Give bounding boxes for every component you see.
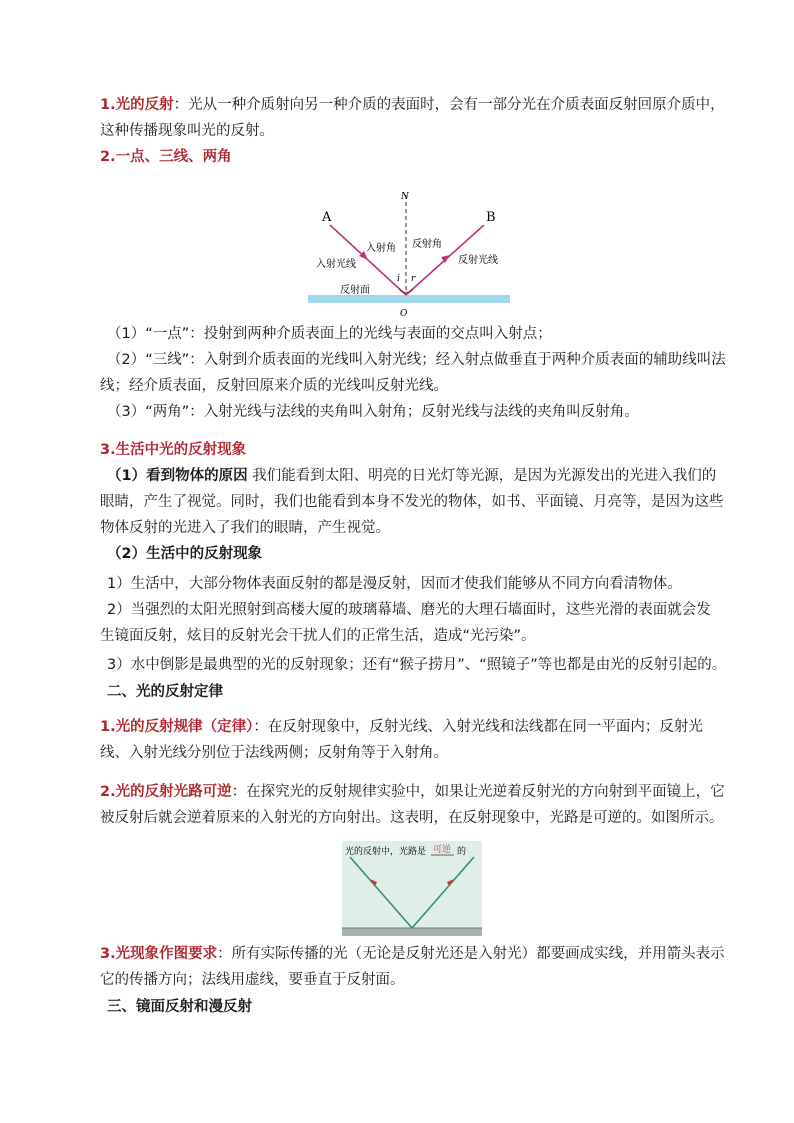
law-label: 1.光的反射规律（定律） bbox=[100, 719, 254, 735]
sub-label: （2）生活中的反射现象 bbox=[107, 546, 263, 562]
term-label: 1.光的反射 bbox=[100, 97, 174, 113]
surface-rect bbox=[308, 295, 510, 303]
label-r: r bbox=[411, 274, 416, 284]
def-one-point: （1）“一点”：投射到两种介质表面上的光线与表面的交点叫入射点； bbox=[107, 326, 552, 342]
label-o: O bbox=[400, 309, 408, 319]
label-a: A bbox=[322, 210, 332, 225]
heading-label: 2.一点、三线、两角 bbox=[100, 149, 232, 165]
label-b: B bbox=[486, 210, 496, 225]
heading-life-phenomena bbox=[107, 541, 732, 567]
list-item-3: 3）水中倒影是最典型的光的反射现象；还有“猴子捞月”、“照镜子”等也都是由光的反射引起的。 bbox=[107, 657, 727, 673]
paragraph-seeing-objects bbox=[100, 463, 725, 541]
def-three-lines: （2）“三线”：入射到介质表面的光线叫入射光线；经入射点做垂直于两种介质表面的辅助线叫法线；经介质表面，反射回原来介质的光线叫反射光线。 bbox=[100, 352, 726, 394]
heading-label: 3.生活中光的反射现象 bbox=[100, 442, 247, 458]
paragraph-reflection-def bbox=[100, 92, 725, 144]
law-text: ：在反射现象中，反射光线、入射光线和法线都在同一平面内；反射光线、入射光线分别位于法线两侧；反射角等于入射角。 bbox=[100, 719, 703, 761]
law-text: ：所有实际传播的光（无论是反射光还是入射光）都要画成实线，并用箭头表示它的传播方向；法线用虚线，要垂直于反射面。 bbox=[100, 946, 725, 988]
label-i: i bbox=[397, 274, 400, 284]
label-incident-angle: 入射角 bbox=[366, 243, 396, 254]
label-reflect-angle: 反射角 bbox=[412, 239, 442, 250]
label-n: N bbox=[401, 192, 409, 202]
list-item-1: 1）生活中，大部分物体表面反射的都是漫反射，因而才使我们能够从不同方向看清物体。 bbox=[107, 576, 682, 592]
caption-c: 的 bbox=[457, 847, 467, 857]
term-text: ：光从一种介质射向另一种介质的表面时，会有一部分光在介质表面反射回原介质中，这种传播现象叫光的反射。 bbox=[100, 97, 725, 139]
paragraph-law-2 bbox=[100, 779, 725, 831]
mirror-base bbox=[342, 928, 482, 936]
caption-b: 可逆 bbox=[433, 845, 452, 855]
law-label: 3.光现象作图要求 bbox=[100, 946, 218, 962]
paragraph-law-1 bbox=[100, 714, 725, 766]
sub-label: （1）看到物体的原因 bbox=[107, 468, 248, 484]
paragraph-law-3 bbox=[100, 941, 725, 993]
sub-text: 我们能看到太阳、明亮的日光灯等光源，是因为光源发出的光进入我们的眼睛，产生了视觉。同时，我们也能看到本身不发光的物体，如书、平面镜、月亮等，是因为这些物体反射的光进入了我们的眼睛，产生视觉。 bbox=[100, 468, 724, 536]
label-incident-ray: 入射光线 bbox=[316, 259, 356, 270]
list-item-2: 2）当强烈的太阳光照射到高楼大厦的玻璃幕墙、磨光的大理石墙面时，这些光滑的表面就会发生镜面反射，炫目的反射光会干扰人们的正常生活，造成“光污染”。 bbox=[100, 602, 711, 644]
law-label: 2.光的反射光路可逆 bbox=[100, 784, 232, 800]
reflection-diagram bbox=[308, 185, 514, 320]
heading-law: 二、光的反射定律 bbox=[107, 684, 223, 700]
label-surface: 反射面 bbox=[340, 285, 370, 296]
reversible-path-diagram bbox=[342, 841, 482, 936]
label-reflect-ray: 反射光线 bbox=[458, 255, 498, 266]
def-two-angles: （3）“两角”：入射光线与法线的夹角叫入射角；反射光线与法线的夹角叫反射角。 bbox=[107, 404, 639, 420]
heading-specular-diffuse: 三、镜面反射和漫反射 bbox=[107, 999, 252, 1015]
law-text: ：在探究光的反射规律实验中，如果让光逆着反射光的方向射到平面镜上，它被反射后就会逆着原来的入射光的方向射出。这表明，在反射现象中，光路是可逆的。如图所示。 bbox=[100, 784, 725, 826]
heading-life-reflection bbox=[100, 437, 725, 463]
heading-point-lines-angles bbox=[100, 144, 725, 170]
caption-a: 光的反射中，光路是 bbox=[345, 847, 427, 857]
